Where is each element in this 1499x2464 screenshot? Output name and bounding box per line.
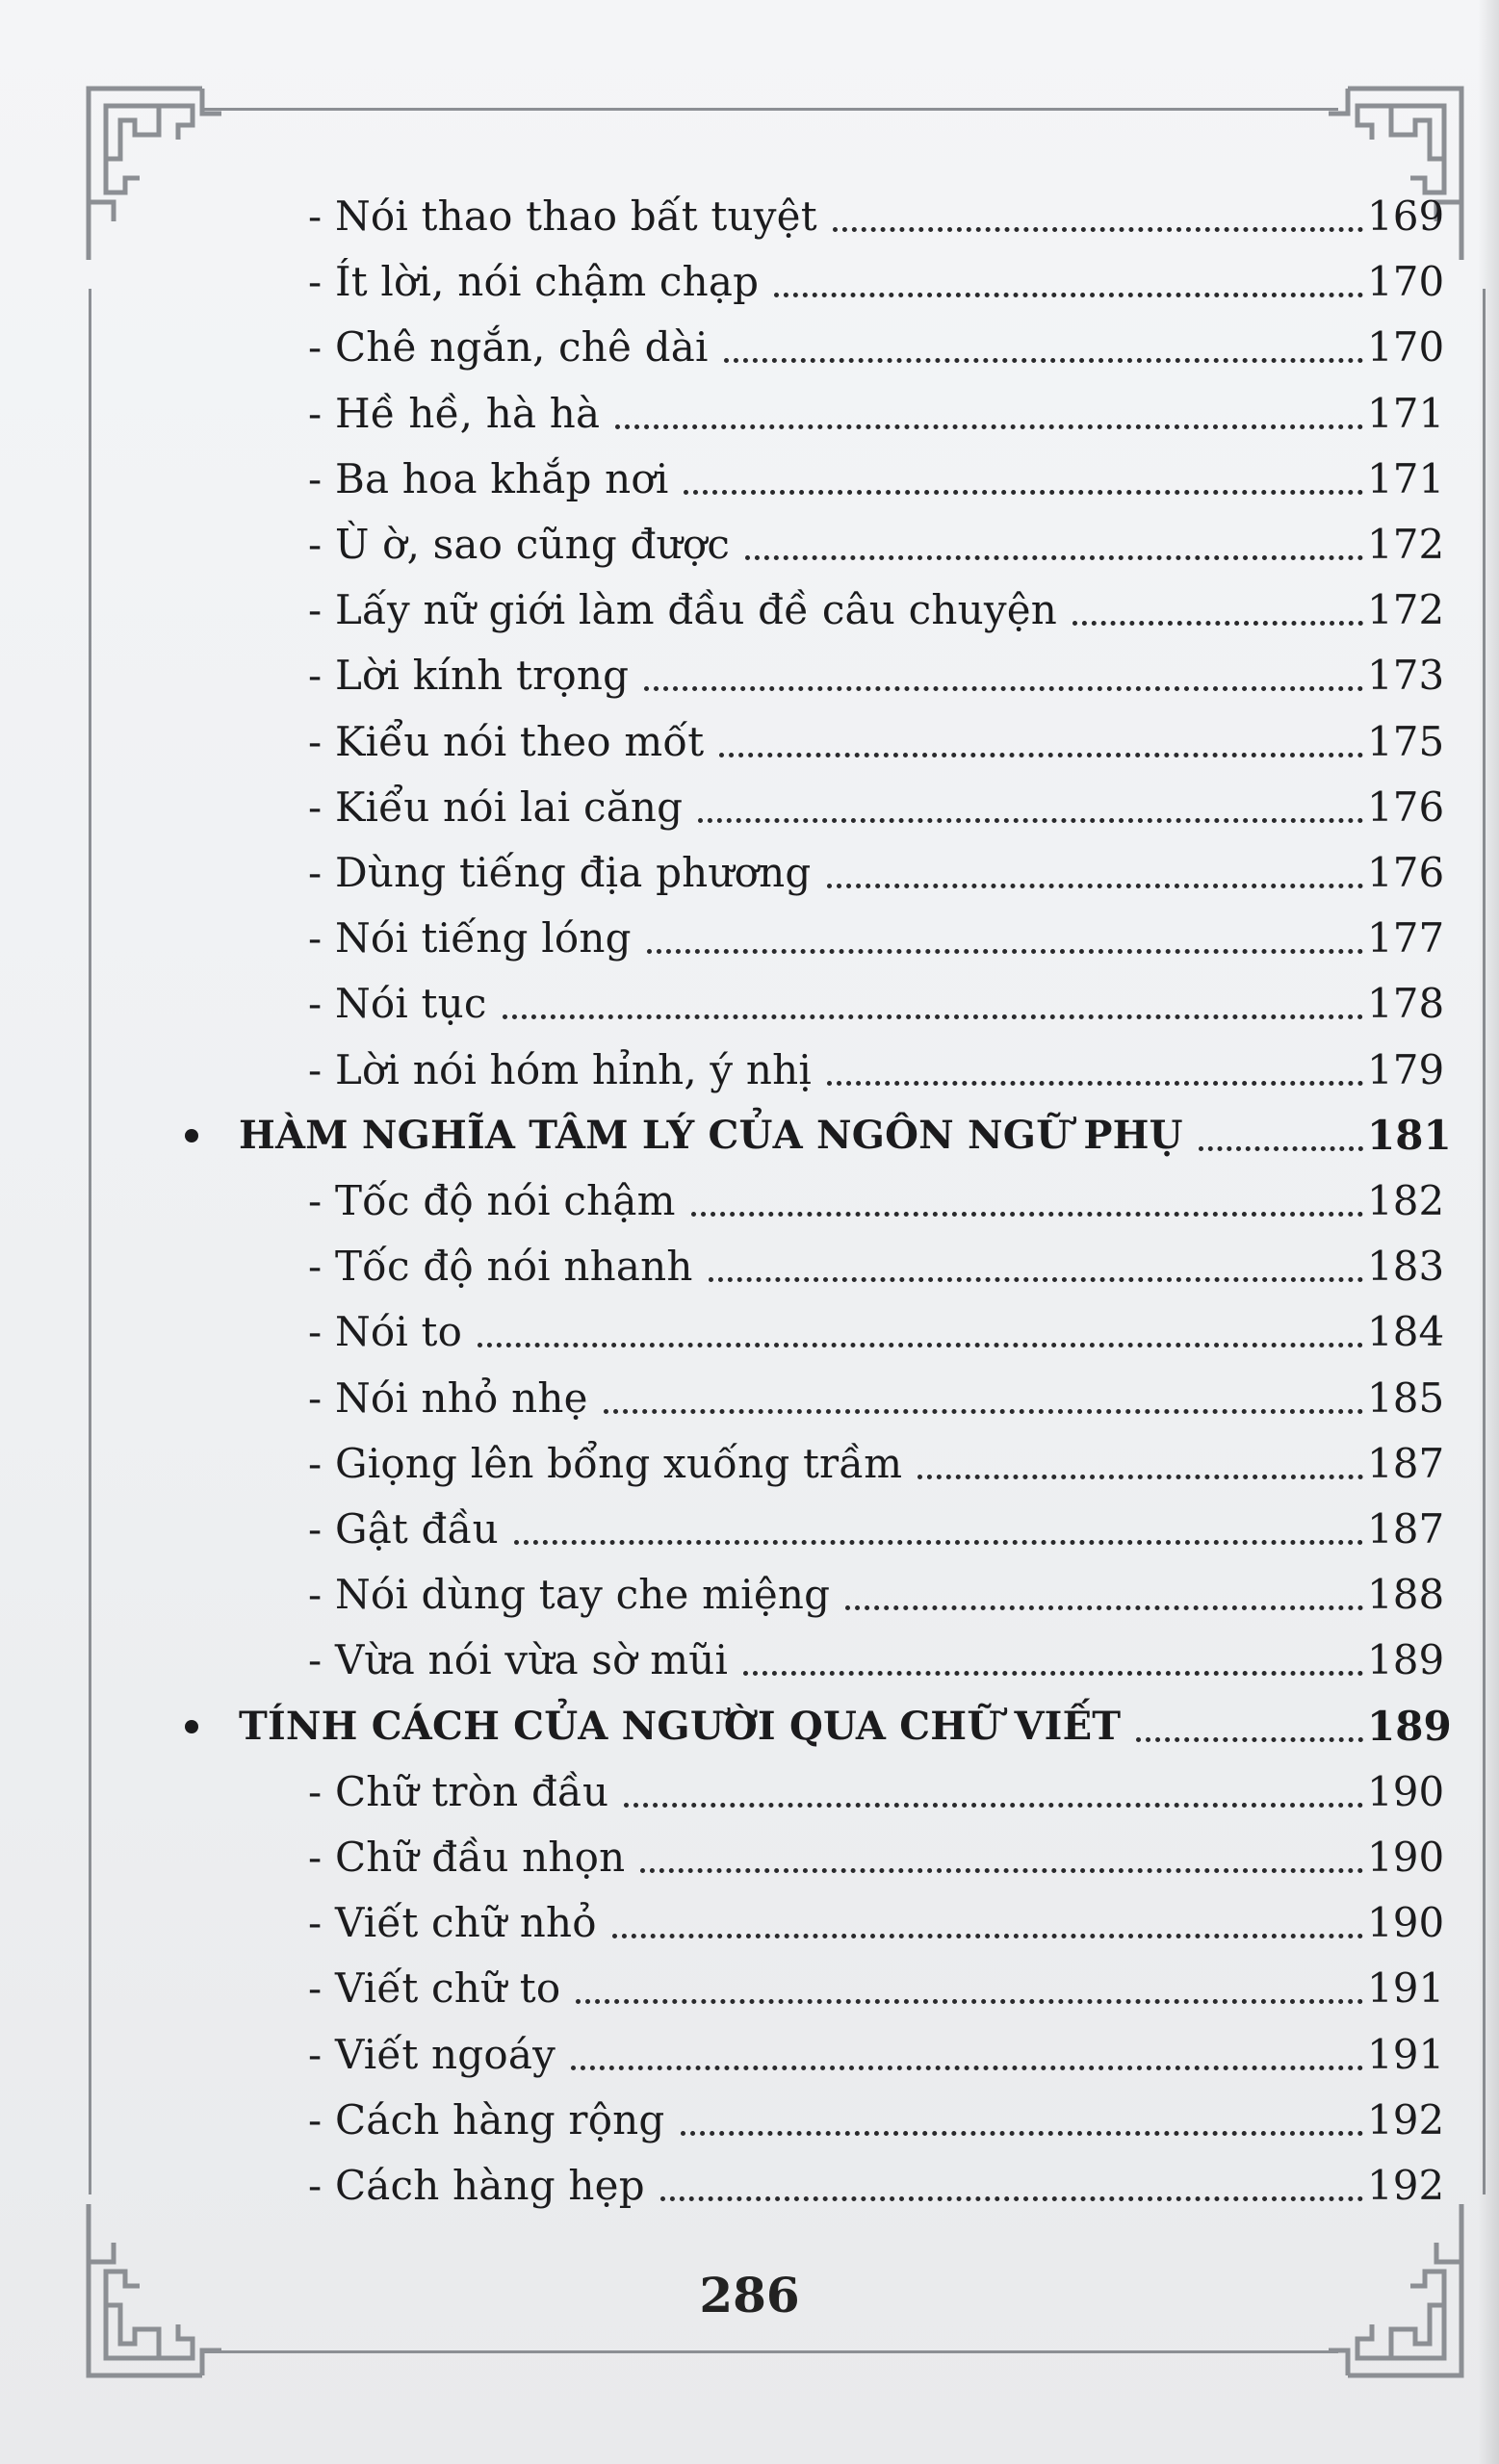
bullet-icon (185, 1720, 198, 1733)
dot-leader (478, 1343, 1363, 1348)
toc-entry-title: - Tốc độ nói nhanh (308, 1243, 693, 1291)
toc-entry-row (173, 1627, 1444, 1684)
dot-leader (743, 1671, 1363, 1676)
toc-entry-row (173, 511, 1444, 569)
dot-leader (1073, 621, 1363, 626)
toc-entry-title: - Giọng lên bổng xuống trầm (308, 1439, 903, 1487)
dot-leader (615, 424, 1363, 429)
toc-entry-title: - Viết chữ nhỏ (308, 1899, 597, 1947)
dot-leader (833, 227, 1363, 232)
toc-page-number: 187 (1367, 1505, 1445, 1553)
dot-leader (514, 1540, 1363, 1545)
dot-leader (640, 1868, 1363, 1873)
toc-entry-row (173, 774, 1444, 832)
toc-entry-title: - Dùng tiếng địa phương (308, 849, 812, 896)
toc-entry-row (173, 1168, 1444, 1225)
toc-entry-title: - Ù ờ, sao cũng được (308, 521, 731, 568)
page-edge-shadow (1478, 0, 1499, 2464)
toc-entry-title: - Viết ngoáy (308, 2030, 556, 2078)
toc-entry-title: - Nói tiếng lóng (308, 914, 632, 962)
dot-leader (917, 1475, 1363, 1479)
toc-entry-title: - Lấy nữ giới làm đầu đề câu chuyện (308, 586, 1058, 634)
toc-page-number: 184 (1367, 1308, 1445, 1356)
toc-entry-row (173, 1298, 1444, 1356)
toc-entry-title: - Gật đầu (308, 1505, 499, 1553)
dot-leader (719, 753, 1363, 757)
dot-leader (660, 2196, 1363, 2201)
toc-page-number: 179 (1367, 1045, 1445, 1093)
toc-page-number: 172 (1367, 586, 1445, 634)
toc-entry-title: - Lời kính trọng (308, 652, 630, 700)
toc-page-number: 177 (1367, 914, 1445, 962)
dot-leader (1136, 1737, 1363, 1742)
toc-page-number: 170 (1367, 323, 1445, 372)
dot-leader (774, 293, 1363, 297)
dot-leader (724, 358, 1363, 363)
toc-entry-row (173, 577, 1444, 634)
toc-entry-row (173, 839, 1444, 897)
toc-entry-row (173, 1233, 1444, 1291)
toc-entry-row (173, 2087, 1444, 2144)
toc-entry-row (173, 970, 1444, 1028)
dot-leader (681, 2131, 1363, 2136)
dot-leader (684, 490, 1363, 495)
toc-entry-row (173, 905, 1444, 962)
toc-page-number: 187 (1367, 1439, 1445, 1487)
toc-page-number: 170 (1367, 258, 1445, 306)
toc-section-row (173, 1693, 1452, 1751)
dot-leader (691, 1212, 1363, 1217)
toc-page-number: 190 (1367, 1834, 1445, 1881)
toc-page-number: 185 (1367, 1373, 1445, 1422)
toc-entry-row (173, 1430, 1444, 1488)
toc-entry-title: - Cách hàng rộng (308, 2095, 665, 2143)
border-line-bottom (202, 2350, 1338, 2353)
toc-entry-title: - Nói thao thao bất tuyệt (308, 192, 817, 240)
toc-entry-row (173, 1037, 1444, 1094)
toc-page-number: 192 (1367, 2095, 1445, 2143)
dot-leader (612, 1934, 1363, 1938)
toc-page-number: 172 (1367, 521, 1445, 568)
toc-page-number: 181 (1367, 1111, 1452, 1159)
toc-page-number: 173 (1367, 652, 1445, 700)
toc-page-number: 176 (1367, 783, 1445, 831)
toc-entry-row (173, 642, 1444, 700)
toc-entry-row (173, 1824, 1444, 1882)
dot-leader (827, 884, 1363, 888)
toc-page-number: 178 (1367, 980, 1445, 1028)
toc-section-title: TÍNH CÁCH CỦA NGƯỜI QUA CHỮ VIẾT (239, 1703, 1122, 1749)
toc-entry-row (173, 380, 1444, 438)
dot-leader (698, 818, 1363, 823)
toc-page-number: 175 (1367, 717, 1445, 765)
toc-entry-row (173, 1365, 1444, 1423)
toc-entry-title: - Chữ tròn đầu (308, 1767, 609, 1815)
toc-page-number: 192 (1367, 2162, 1445, 2209)
toc-entry-title: - Chữ đầu nhọn (308, 1834, 626, 1881)
toc-entry-title: - Nói nhỏ nhẹ (308, 1373, 588, 1422)
toc-entry-title: - Tốc độ nói chậm (308, 1177, 676, 1224)
toc-entry-title: - Ba hoa khắp nơi (308, 454, 669, 502)
toc-entry-title: - Nói dùng tay che miệng (308, 1571, 831, 1619)
toc-entry-row (173, 2152, 1444, 2210)
toc-page-number: 189 (1367, 1702, 1452, 1750)
dot-leader (647, 949, 1363, 954)
dot-leader (644, 686, 1363, 691)
toc-page-number: 190 (1367, 1767, 1445, 1815)
toc-page-number: 176 (1367, 849, 1445, 896)
toc-entry-row (173, 1889, 1444, 1947)
toc-entry-title: - Hề hề, hà hà (308, 389, 601, 437)
toc-entry-row (173, 1955, 1444, 2013)
toc-entry-title: - Nói tục (308, 980, 487, 1028)
bullet-icon (185, 1129, 198, 1142)
dot-leader (604, 1409, 1363, 1414)
toc-entry-title: - Chê ngắn, chê dài (308, 323, 709, 372)
border-line-top (202, 108, 1338, 111)
dot-leader (503, 1014, 1363, 1019)
dot-leader (571, 2066, 1363, 2070)
toc-entry-row (173, 1561, 1444, 1619)
toc-page-number: 171 (1367, 454, 1445, 502)
toc-entry-row (173, 183, 1444, 241)
toc-page-number: 190 (1367, 1899, 1445, 1947)
toc-page-number: 171 (1367, 389, 1445, 437)
toc-page-number: 188 (1367, 1571, 1445, 1619)
toc-page-number: 191 (1367, 2030, 1445, 2078)
toc-entry-row (173, 1496, 1444, 1553)
toc-page-number: 189 (1367, 1636, 1445, 1684)
toc-page-number: 169 (1367, 192, 1445, 240)
dot-leader (576, 1999, 1363, 2004)
toc-entry-row (173, 1758, 1444, 1816)
toc-page-number: 191 (1367, 1964, 1445, 2013)
dot-leader (745, 555, 1363, 560)
toc-entry-title: - Ít lời, nói chậm chạp (308, 258, 760, 306)
dot-leader (827, 1081, 1363, 1086)
dot-leader (845, 1605, 1363, 1610)
toc-section-row (173, 1102, 1452, 1160)
dot-leader (1199, 1146, 1363, 1151)
border-line-left (89, 289, 91, 2194)
toc-entry-row (173, 2021, 1444, 2079)
toc-entry-row (173, 446, 1444, 503)
toc-page-number: 183 (1367, 1243, 1445, 1291)
dot-leader (709, 1277, 1363, 1282)
toc-page-number: 182 (1367, 1177, 1445, 1224)
page-number: 286 (699, 2267, 800, 2323)
toc-entry-row (173, 314, 1444, 372)
toc-entry-title: - Lời nói hóm hỉnh, ý nhị (308, 1045, 813, 1093)
toc-entry-row (173, 248, 1444, 306)
toc-entry-title: - Kiểu nói theo mốt (308, 717, 705, 765)
toc-entry-title: - Vừa nói vừa sờ mũi (308, 1636, 729, 1684)
toc-entry-title: - Nói to (308, 1308, 463, 1356)
dot-leader (624, 1803, 1363, 1808)
toc-entry-title: - Cách hàng hẹp (308, 2162, 645, 2209)
toc-section-title: HÀM NGHĨA TÂM LÝ CỦA NGÔN NGỮ PHỤ (239, 1112, 1183, 1158)
toc-entry-title: - Viết chữ to (308, 1964, 561, 2013)
toc-entry-row (173, 708, 1444, 766)
toc-entry-title: - Kiểu nói lai căng (308, 783, 684, 831)
